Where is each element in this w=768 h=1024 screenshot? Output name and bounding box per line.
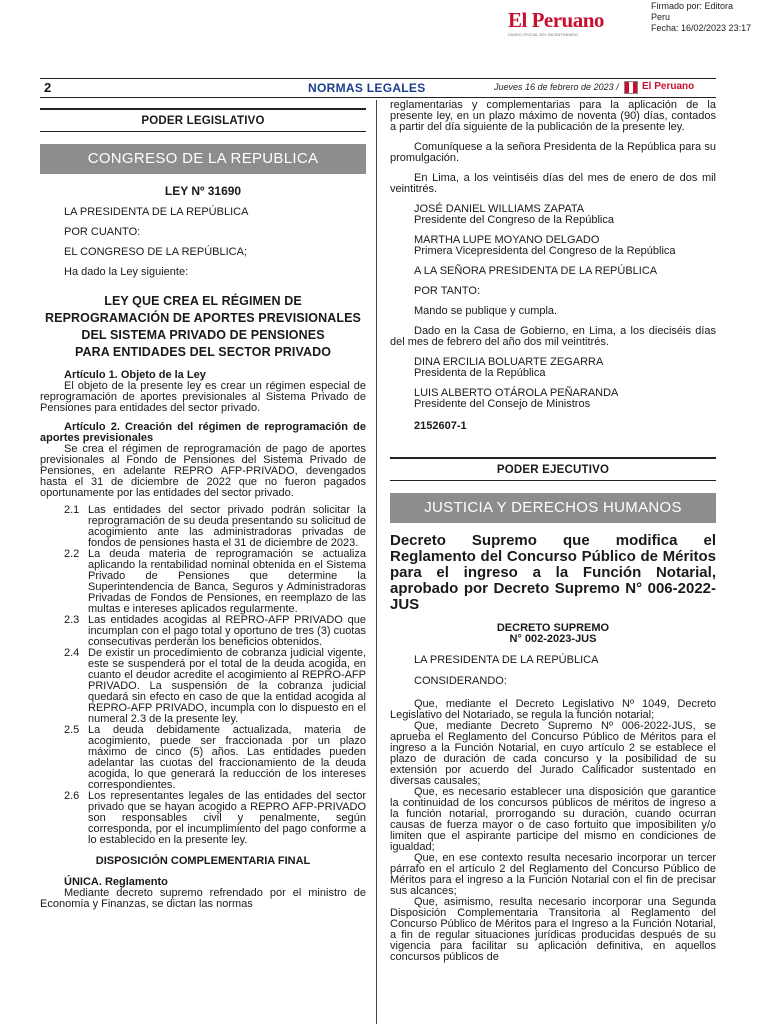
considerando-2: Que, mediante Decreto Supremo Nº 006-2022-JUS, se aprueba el Reglamento del Concurso Público de Méritos para el ingreso a la Función Notarial, en cuyo artículo 2 se establece el plazo de duración de cada concurso y la posibilidad de su extensión por acuerdo del Jurado Calificador sustentado en diversas causales; xyxy=(390,720,716,787)
justicia-banner: JUSTICIA Y DERECHOS HUMANOS xyxy=(390,493,716,523)
page-number: 2 xyxy=(44,80,52,95)
signatory-4-role: Presidente del Consejo de Ministros xyxy=(414,398,591,410)
considerando-4: Que, en ese contexto resulta necesario incorporar un tercer párrafo en el artículo 2 del Reglamento del Concurso Público de Méritos para el ingreso a la Función Notarial con el fin de precisar sus alcances; xyxy=(390,852,716,897)
coat-of-arms-icon xyxy=(624,81,638,94)
logo-name: El Peruano xyxy=(508,8,604,32)
digital-signature xyxy=(651,1,767,34)
ha-dado: Ha dado la Ley siguiente: xyxy=(64,266,189,278)
signatory-2-role: Primera Vicepresidenta del Congreso de la República xyxy=(414,245,676,257)
mando: Mando se publique y cumpla. xyxy=(414,305,558,317)
law-title-line-1: LEY QUE CREA EL RÉGIMEN DE xyxy=(104,294,302,308)
header-paper-name: El Peruano xyxy=(642,81,695,92)
por-tanto: POR TANTO: xyxy=(414,285,481,297)
considerando: CONSIDERANDO: xyxy=(414,675,507,687)
considerando-3: Que, es necesario establecer una disposición que garantice la continuidad de los concursos públicos de méritos de ingreso a la función notarial, prorrogando su duración, cuando ocurran causas de fuerza mayor o de caso fortuito que imposibiliten y/o limiten que el aspirante participe del mismo en condiciones de igualdad; xyxy=(390,786,716,853)
law-title-line-3: DEL SISTEMA PRIVADO DE PENSIONES xyxy=(81,328,325,342)
unica-body: Mediante decreto supremo refrendado por el ministro de Economía y Finanzas, se dictan las normas xyxy=(40,887,366,910)
considerando-1: Que, mediante el Decreto Legislativo Nº 1049, Decreto Legislativo del Notariado, se regula la función notarial; xyxy=(390,698,716,721)
left-column xyxy=(40,100,366,910)
disposicion-heading: DISPOSICIÓN COMPLEMENTARIA FINAL xyxy=(95,855,311,867)
signatory-1-role: Presidente del Congreso de la República xyxy=(414,214,614,226)
congreso-line: EL CONGRESO DE LA REPÚBLICA; xyxy=(64,246,247,258)
unica-heading: ÚNICA. Reglamento xyxy=(64,876,168,888)
article-2-items xyxy=(40,505,366,846)
section-name: NORMAS LEGALES xyxy=(308,81,426,95)
signature-line-3: Fecha: 16/02/2023 23:17 xyxy=(651,23,752,33)
article-2-heading: Artículo 2. Creación del régimen de reprogramación de aportes previsionales xyxy=(40,421,366,444)
poder-ejecutivo-heading: PODER EJECUTIVO xyxy=(390,457,716,481)
signatory-2-name: MARTHA LUPE MOYANO DELGADO xyxy=(414,234,600,246)
comuniquese: Comuníquese a la señora Presidenta de la República para su promulgación. xyxy=(390,141,716,164)
considerando-5: Que, asimismo, resulta necesario incorporar una Segunda Disposición Complementaria Transitoria al Reglamento del Concurso Público de Méritos para el Ingreso a la Función Notarial, a fin de regular situaciones jurídicas producidas después de su vigencia para facilitar su aplicación definitiva, en aquellos concursos públicos de xyxy=(390,896,716,963)
law-title xyxy=(40,293,366,361)
en-lima: En Lima, a los veintiséis días del mes de enero de dos mil veintitrés. xyxy=(390,172,716,195)
continued-text: reglamentarias y complementarias para la aplicación de la presente ley, en un plazo máximo de noventa (90) días, contados a partir del día siguiente de la publicación de la presente ley. xyxy=(390,99,716,133)
article-1-heading: Artículo 1. Objeto de la Ley xyxy=(64,369,206,381)
article-2-body: Se crea el régimen de reprogramación de pago de aportes previsionales al Fondo de Pensiones del Sistema Privado de Pensiones, en adelante REPRO AFP-PRIVADO, devengados hasta el 31 de diciembre de 2022 que no fueron pagados oportunamente por las entidades del sector privado. xyxy=(40,443,366,499)
signature-line-2: Peru xyxy=(651,12,671,22)
header-rule-top xyxy=(40,78,716,79)
to-presidenta: A LA SEÑORA PRESIDENTA DE LA REPÚBLICA xyxy=(414,265,658,277)
signatory-3-role: Presidenta de la República xyxy=(414,367,546,379)
list-item: 2.6 Los representantes legales de las entidades del sector privado que se hayan acogido a REPRO AFP-PRIVADO son responsables civil y penalmente, según corresponda, por el incumplimiento del pago conforme a lo establecido en la presente ley. xyxy=(64,790,366,846)
list-item: 2.5 La deuda debidamente actualizada, materia de acogimiento, puede ser fraccionada por un plazo máximo de cinco (5) años. Las entidades pueden adelantar las cuotas del fraccionamiento de la deuda acogida, lo que generará la reducción de los intereses correspondientes. xyxy=(64,724,366,791)
law-number: LEY Nº 31690 xyxy=(164,184,242,198)
article-1-body: El objeto de la presente ley es crear un régimen especial de reprogramación de aportes previsionales al Sistema Privado de Pensiones para entidades del sector privado. xyxy=(40,380,366,414)
publication-code: 2152607-1 xyxy=(414,420,467,432)
law-title-line-2: REPROGRAMACIÓN DE APORTES PREVISIONALES xyxy=(45,311,361,325)
dado-en: Dado en la Casa de Gobierno, en Lima, a los dieciséis días del mes de febrero del año dos mil veintitrés. xyxy=(390,325,716,348)
column-divider xyxy=(376,100,377,1024)
decreto-number: N° 002-2023-JUS xyxy=(509,633,597,645)
header-date: Jueves 16 de febrero de 2023 / xyxy=(494,82,619,92)
decreto-supremo-heading: DECRETO SUPREMO xyxy=(496,622,610,634)
law-title-line-4: PARA ENTIDADES DEL SECTOR PRIVADO xyxy=(74,345,332,359)
signatory-4-name: LUIS ALBERTO OTÁROLA PEÑARANDA xyxy=(414,387,619,399)
el-peruano-logo xyxy=(508,8,648,38)
signatory-3-name: DINA ERCILIA BOLUARTE ZEGARRA xyxy=(414,356,604,368)
list-item: 2.1 Las entidades del sector privado podrán solicitar la reprogramación de su deuda presentando su solicitud de acogimiento ante las administradoras privadas de fondos de pensiones hasta el 31 de diciembre de 2023. xyxy=(64,504,366,549)
poder-legislativo-heading: PODER LEGISLATIVO xyxy=(40,108,366,132)
decree-title: Decreto Supremo que modifica el Reglamento del Concurso Público de Méritos para el ingreso a la Función Notarial, aprobado por Decreto Supremo N° 006-2022-JUS xyxy=(390,532,716,613)
list-item: 2.4 De existir un procedimiento de cobranza judicial vigente, este se suspenderá por el total de la deuda acogida, en cuanto el deudor acredite el acogimiento al REPRO-AFP PRIVADO. La suspensión de la cobranza judicial quedará sin efecto en caso de que la entidad acogida al REPRO-AFP PRIVADO, incumpla con lo dispuesto en el numeral 2.3 de la presente ley. xyxy=(64,647,366,725)
header-rule-bottom xyxy=(40,97,716,98)
signatory-1-name: JOSÉ DANIEL WILLIAMS ZAPATA xyxy=(414,203,585,215)
right-column xyxy=(390,100,716,963)
presidenta-line: LA PRESIDENTA DE LA REPÚBLICA xyxy=(414,654,599,666)
list-item: 2.2 La deuda materia de reprogramación se actualiza aplicando la rentabilidad nominal obtenida en el Sistema Privado de Pensiones que determine la Superintendencia de Banca, Seguros y Administradoras Privadas de Fondos de Pensiones, en reemplazo de las multas e intereses aplicados regularmente. xyxy=(64,548,366,615)
signature-line-1: Firmado por: Editora xyxy=(651,1,734,11)
congreso-banner: CONGRESO DE LA REPUBLICA xyxy=(40,144,366,174)
presidenta-line: LA PRESIDENTA DE LA REPÚBLICA xyxy=(64,206,249,218)
por-cuanto: POR CUANTO: xyxy=(64,226,141,238)
logo-tagline: DIARIO OFICIAL DEL BICENTENARIO xyxy=(508,32,579,37)
list-item: 2.3 Las entidades acogidas al REPRO-AFP PRIVADO que incumplan con el pago total y oportuno de tres (3) cuotas consecutivas perderán los beneficios obtenidos. xyxy=(64,614,366,648)
